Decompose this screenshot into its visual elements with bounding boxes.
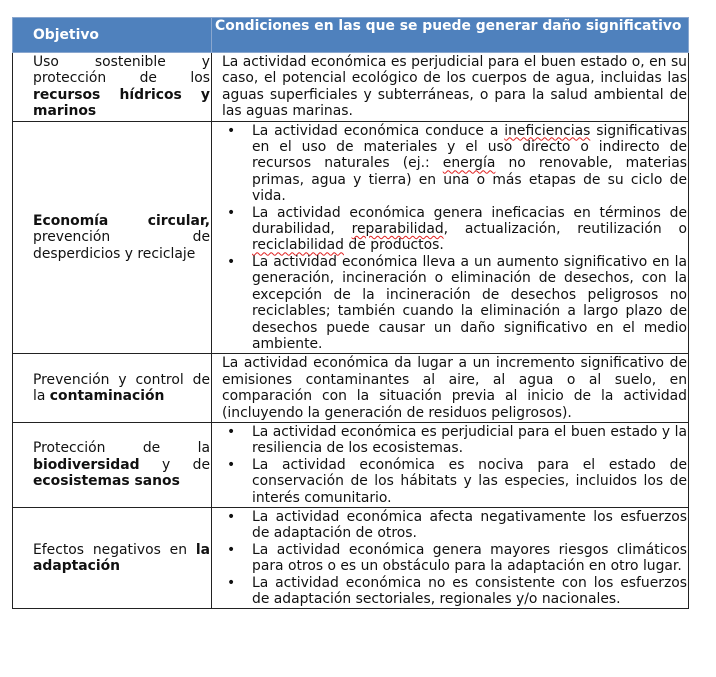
objective-bold-text: Economía circular, xyxy=(33,212,210,229)
list-item: • La actividad económica afecta negativamente los esfuerzos de adaptación de otros. xyxy=(213,509,687,542)
objective-text: Efectos negativos en xyxy=(33,541,188,558)
objective-text: Prevención y control de la xyxy=(33,371,210,405)
list-item: • La actividad económica no es consistente con los esfuerzos de adaptación sectoriales, regionales y/o nacionales. xyxy=(213,575,687,608)
table-row xyxy=(13,507,689,608)
objectives-table xyxy=(12,17,689,609)
list-item: • La actividad económica lleva a un aumento significativo en la generación, incineración o eliminación de desechos, con la excepción de la incineración de desechos peligrosos no reciclables; también cuando la eliminación a largo plazo de desechos puede causar un daño significativo en el medio ambiente. xyxy=(213,254,687,352)
table-row xyxy=(13,121,689,354)
objective-bold-text: biodiversidad xyxy=(33,456,140,473)
header-objective: Objetivo xyxy=(13,18,212,53)
objective-cell-pollution xyxy=(13,354,212,423)
objective-cell-circular xyxy=(13,121,212,354)
condition-text: La actividad económica da lugar a un incremento significativo de emisiones contaminantes al aire, al agua o al suelo, en comparación con la situación previa al inicio de la actividad (incluyendo la generación de residuos peligrosos). xyxy=(222,355,687,421)
objective-text: y de xyxy=(162,456,210,473)
objective-cell-biodiversity xyxy=(13,422,212,507)
objective-text: Uso sostenible y protección de los xyxy=(33,54,210,87)
objective-cell-water xyxy=(13,53,212,122)
objective-cell-adaptation xyxy=(13,507,212,608)
condition-list xyxy=(213,509,687,607)
table-row xyxy=(13,422,689,507)
table-header-row xyxy=(13,18,689,53)
objective-text: Protección de la xyxy=(33,440,210,457)
condition-cell-pollution xyxy=(212,354,689,423)
condition-cell-circular xyxy=(212,121,689,354)
condition-cell-adaptation xyxy=(212,507,689,608)
objective-bold-text: ecosistemas sanos xyxy=(33,473,180,490)
objective-bold-text: contaminación xyxy=(49,388,165,405)
objective-bold-text: la adaptación xyxy=(33,541,210,575)
list-item: • La actividad económica genera mayores riesgos climáticos para otros o es un obstáculo para la adaptación en otro lugar. xyxy=(213,542,687,575)
table-row xyxy=(13,354,689,423)
list-item: • La actividad económica es perjudicial para el buen estado y la resiliencia de los ecosistemas. xyxy=(213,424,687,457)
list-item: • La actividad económica es nociva para el estado de conservación de los hábitats y las especies, incluidos los de interés comunitario. xyxy=(213,457,687,506)
condition-cell-biodiversity xyxy=(212,422,689,507)
objective-bold-text: recursos hídricos y marinos xyxy=(33,86,210,120)
list-item: • La actividad económica conduce a ineficiencias significativas en el uso de materiales y el uso directo o indirecto de recursos naturales (ej.: energía no renovable, materias primas, agua y tierra) en una o más etapas de su ciclo de vida. xyxy=(213,123,687,205)
header-conditions: Condiciones en las que se puede generar daño significativo xyxy=(212,18,689,53)
objective-text: prevención de desperdicios y reciclaje xyxy=(33,229,210,262)
condition-list xyxy=(213,123,687,353)
list-item: • La actividad económica genera ineficacias en términos de durabilidad, reparabilidad, actualización, reutilización o reciclabilidad de productos. xyxy=(213,205,687,254)
condition-text: La actividad económica es perjudicial para el buen estado o, en su caso, el potencial ecológico de los cuerpos de agua, incluidas las aguas superficiales y subterráneas, o para la salud ambiental de las aguas marinas. xyxy=(222,54,687,120)
condition-list xyxy=(213,424,687,506)
condition-cell-water xyxy=(212,53,689,122)
table-row xyxy=(13,53,689,122)
